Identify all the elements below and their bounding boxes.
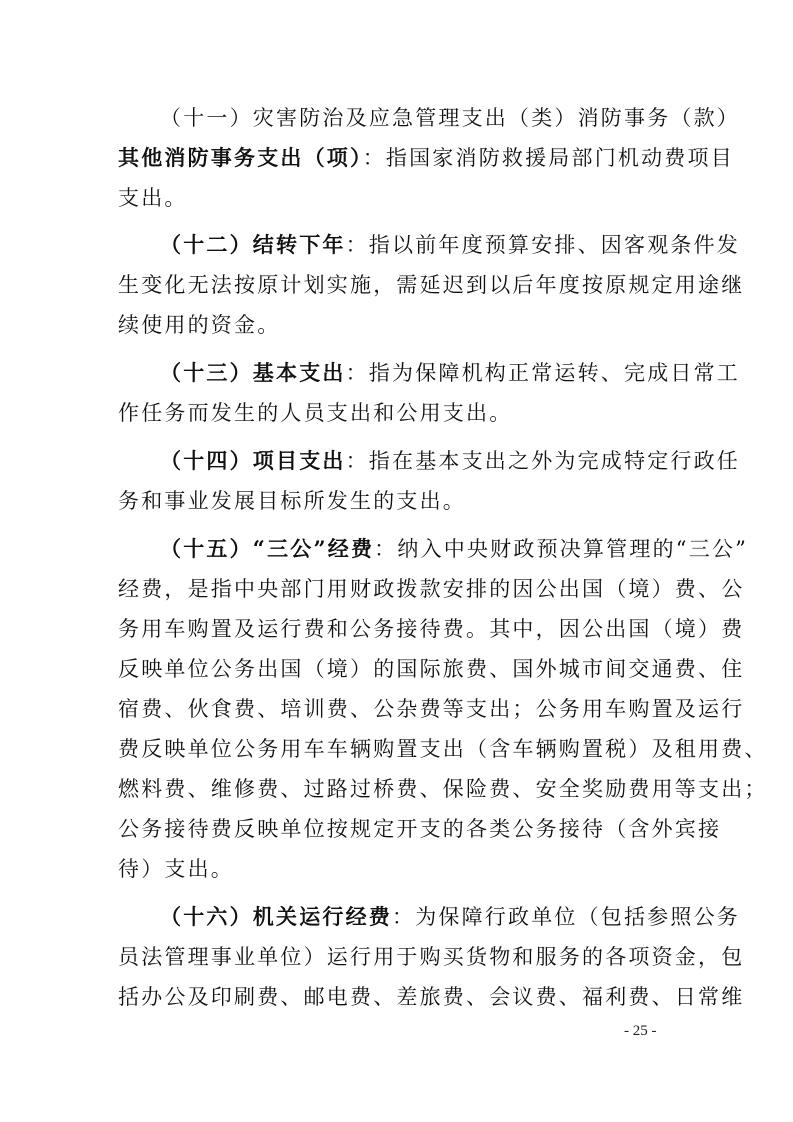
section-11-text-2: 支出。 [118, 186, 188, 210]
section-15-text-2: 经费，是指中央部门用财政拨款安排的因公出国（境）费、公 [118, 577, 745, 601]
section-15-line-9 [118, 854, 678, 884]
section-16-heading: （十六）机关运行经费 [160, 904, 392, 929]
section-15-line-3 [118, 614, 745, 644]
page-number: - 25 - [624, 1023, 657, 1039]
section-11-line-1 [160, 103, 740, 133]
section-16-line-2 [118, 942, 745, 972]
section-15-line-2 [118, 574, 745, 604]
section-15-heading: （十五）“三公”经费 [160, 536, 375, 561]
section-11-line-2 [118, 143, 734, 173]
section-12-line-2 [118, 270, 745, 300]
section-14-line-1 [160, 446, 741, 476]
section-16-text-2: 员法管理事业单位）运行用于购买货物和服务的各项资金，包 [118, 945, 745, 969]
section-14-text-1: ：指在基本支出之外为完成特定行政任 [345, 449, 741, 473]
section-12-line-1 [160, 230, 741, 260]
section-14-heading: （十四）项目支出 [160, 448, 346, 473]
section-11-line-3 [118, 183, 678, 213]
section-15-line-4 [118, 654, 745, 684]
section-15-text-8: 公务接待费反映单位按规定开支的各类公务接待（含外宾接 [118, 817, 722, 841]
section-16-line-3 [118, 982, 745, 1012]
section-15-text-4: 反映单位公务出国（境）的国际旅费、国外城市间交通费、住 [118, 657, 745, 681]
section-14-text-2: 务和事业发展目标所发生的支出。 [118, 489, 466, 513]
section-15-line-7 [118, 774, 768, 804]
section-15-text-1: ：纳入中央财政预决算管理的“三公” [374, 537, 749, 561]
section-15-text-9: 待）支出。 [118, 857, 234, 881]
section-15-line-6 [118, 734, 768, 764]
section-12-text-1: ：指以前年度预算安排、因客观条件发 [345, 233, 741, 257]
section-13-text-1: ：指为保障机构正常运转、完成日常工 [345, 361, 741, 385]
section-13-line-2 [118, 398, 678, 428]
section-16-line-1 [160, 902, 740, 932]
section-15-line-1 [160, 534, 749, 564]
section-13-text-2: 作任务而发生的人员支出和公用支出。 [118, 401, 513, 425]
section-13-heading: （十三）基本支出 [160, 360, 346, 385]
section-16-text-3: 括办公及印刷费、邮电费、差旅费、会议费、福利费、日常维 [118, 985, 745, 1009]
section-12-line-3 [118, 310, 678, 340]
section-15-text-6: 费反映单位公务用车车辆购置支出（含车辆购置税）及租用费、 [118, 737, 768, 761]
section-15-text-7: 燃料费、维修费、过路过桥费、保险费、安全奖励费用等支出； [118, 777, 768, 801]
section-13-line-1 [160, 358, 741, 388]
section-15-line-8 [118, 814, 722, 844]
section-11-text-1: ：指国家消防救援局部门机动费项目 [362, 146, 734, 170]
section-11-heading-cont: 其他消防事务支出（项） [118, 145, 363, 170]
section-12-text-3: 续使用的资金。 [118, 313, 281, 337]
section-11-heading: （十一）灾害防治及应急管理支出（类）消防事务（款） [160, 106, 740, 130]
section-15-text-3: 务用车购置及运行费和公务接待费。其中，因公出国（境）费 [118, 617, 745, 641]
section-12-text-2: 生变化无法按原计划实施，需延迟到以后年度按原规定用途继 [118, 273, 745, 297]
section-14-line-2 [118, 486, 678, 516]
section-16-text-1: ：为保障行政单位（包括参照公务 [392, 905, 740, 929]
section-15-line-5 [118, 694, 745, 724]
section-12-heading: （十二）结转下年 [160, 232, 346, 257]
section-15-text-5: 宿费、伙食费、培训费、公杂费等支出；公务用车购置及运行 [118, 697, 745, 721]
